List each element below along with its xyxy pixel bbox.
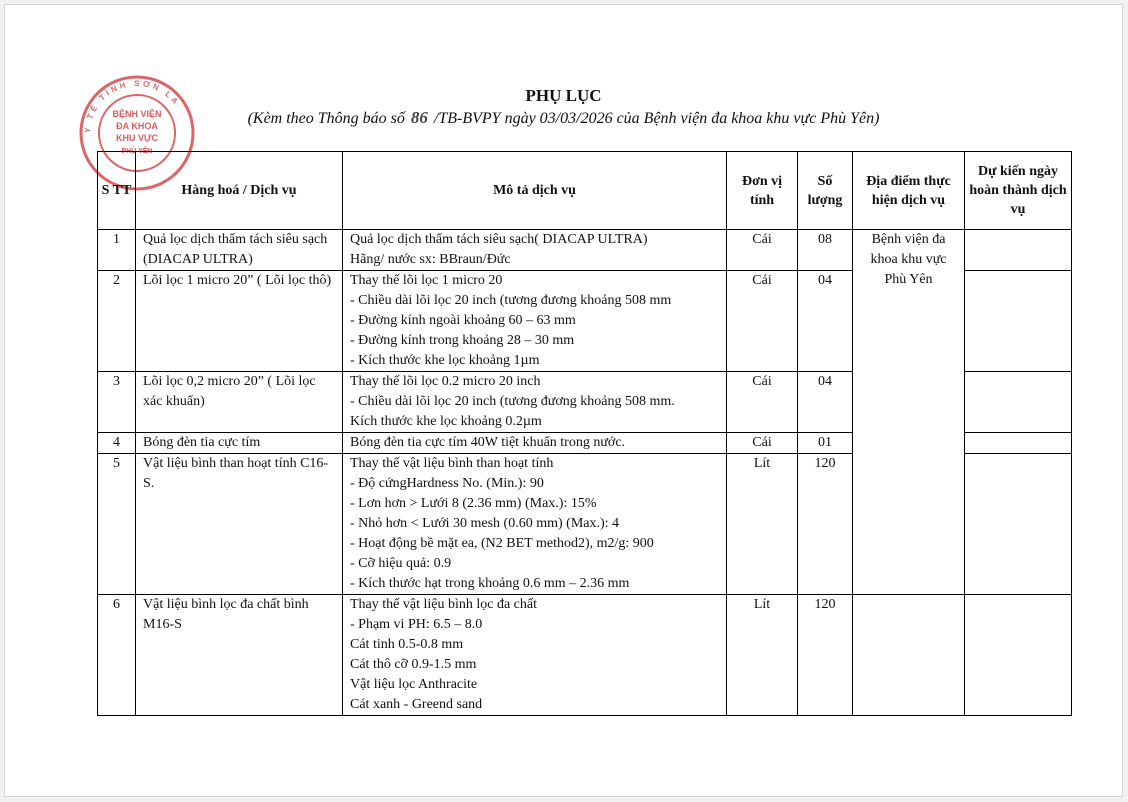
row-stt: 6	[98, 595, 136, 716]
location-cell: Bệnh viện đa khoa khu vực Phù Yên	[853, 230, 965, 595]
description-line: - Độ cứngHardness No. (Min.): 90	[350, 476, 544, 491]
stamp-line-1: BỆNH VIỆN	[112, 109, 162, 119]
table-row	[98, 595, 1072, 716]
description-line: Bóng đèn tia cực tím 40W tiệt khuẩn trong nước.	[350, 435, 626, 450]
description-line: - Chiều dài lõi lọc 20 inch (tương đương khoảng 508 mm	[350, 293, 672, 308]
row-stt: 3	[98, 372, 136, 433]
description-line: Hãng/ nước sx: BBraun/Đức	[350, 252, 511, 267]
description-line: Quả lọc dịch thẩm tách siêu sạch( DIACAP ULTRA)	[350, 232, 648, 247]
row-unit: Lít	[727, 454, 798, 595]
description-line: Cát thô cỡ 0.9-1.5 mm	[350, 657, 477, 672]
header-quantity: Số lượng	[798, 152, 853, 230]
description-line: Thay thế vật liệu bình lọc đa chất	[350, 597, 537, 612]
stamp-line-3: KHU VỰC	[116, 133, 158, 143]
row-item: Vật liệu bình lọc đa chất bình M16-S	[136, 595, 343, 716]
subtitle-prefix: (Kèm theo Thông báo số	[247, 110, 409, 127]
row-stt: 1	[98, 230, 136, 271]
row-stt: 4	[98, 433, 136, 454]
description-line: Thay thế lõi lọc 0.2 micro 20 inch	[350, 374, 541, 389]
description-line: Vật liệu lọc Anthracite	[350, 677, 478, 692]
document-page	[4, 4, 1123, 797]
subtitle-suffix: /TB-BVPY ngày 03/03/2026 của Bệnh viện đa khoa khu vực Phù Yên)	[429, 110, 880, 127]
row-item: Lõi lọc 1 micro 20” ( Lõi lọc thô)	[136, 271, 343, 372]
row-unit: Cái	[727, 372, 798, 433]
notice-number: 86	[410, 108, 428, 127]
row-quantity: 01	[798, 433, 853, 454]
row-completion	[965, 433, 1072, 454]
description-line: - Đường kính ngoài khoảng 60 – 63 mm	[350, 313, 576, 328]
header-stt: S TT	[98, 152, 136, 230]
row-item: Quả lọc dịch thẩm tách siêu sạch (DIACAP ULTRA)	[136, 230, 343, 271]
description-line: - Đường kính trong khoảng 28 – 30 mm	[350, 333, 575, 348]
row-item: Bóng đèn tia cực tím	[136, 433, 343, 454]
description-line: - Kích thước khe lọc khoảng 1µm	[350, 353, 540, 368]
row-stt: 5	[98, 454, 136, 595]
row-completion	[965, 271, 1072, 372]
description-line: Cát xanh - Greend sand	[350, 697, 483, 712]
row-quantity: 120	[798, 595, 853, 716]
table-row	[98, 230, 1072, 271]
row-completion	[965, 454, 1072, 595]
description-line: - Chiều dài lõi lọc 20 inch (tương đương khoảng 508 mm.	[350, 394, 675, 409]
row-quantity: 120	[798, 454, 853, 595]
stamp-line-2: ĐA KHOA	[116, 121, 158, 131]
header-item: Hàng hoá / Dịch vụ	[136, 152, 343, 230]
description-line: Kích thước khe lọc khoảng 0.2µm	[350, 414, 542, 429]
page-title: PHỤ LỤC	[525, 86, 602, 105]
row-completion	[965, 595, 1072, 716]
row-quantity: 08	[798, 230, 853, 271]
description-line: Thay thế lõi lọc 1 micro 20	[350, 273, 503, 288]
description-line: - Cỡ hiệu quả: 0.9	[350, 556, 452, 571]
row-item: Lõi lọc 0,2 micro 20” ( Lõi lọc xác khuẩn)	[136, 372, 343, 433]
row-description	[343, 372, 727, 433]
appendix-table	[97, 151, 1072, 716]
row-location-empty	[853, 595, 965, 716]
row-unit: Lít	[727, 595, 798, 716]
row-description	[343, 230, 727, 271]
row-completion	[965, 372, 1072, 433]
row-unit: Cái	[727, 230, 798, 271]
row-unit: Cái	[727, 433, 798, 454]
description-line: - Lơn hơn > Lưới 8 (2.36 mm) (Max.): 15%	[350, 496, 597, 511]
row-stt: 2	[98, 271, 136, 372]
row-completion	[965, 230, 1072, 271]
page-subtitle	[5, 108, 1122, 128]
row-unit: Cái	[727, 271, 798, 372]
header-location: Địa điểm thực hiện dịch vụ	[853, 152, 965, 230]
stamp-ring-text: Y TẾ TỈNH SƠN LA	[82, 78, 182, 134]
row-description	[343, 433, 727, 454]
header-unit: Đơn vị tính	[727, 152, 798, 230]
table-header-row	[98, 152, 1072, 230]
row-description	[343, 271, 727, 372]
header-description: Mô tả dịch vụ	[343, 152, 727, 230]
row-description	[343, 454, 727, 595]
description-line: Thay thế vật liệu bình than hoạt tính	[350, 456, 554, 471]
row-quantity: 04	[798, 372, 853, 433]
description-line: - Hoạt động bề mặt ea, (N2 BET method2), m2/g: 900	[350, 536, 654, 551]
row-description	[343, 595, 727, 716]
row-item: Vật liệu bình than hoạt tính C16-S.	[136, 454, 343, 595]
description-line: - Nhỏ hơn < Lưới 30 mesh (0.60 mm) (Max.): 4	[350, 516, 620, 531]
description-line: - Kích thước hạt trong khoảng 0.6 mm – 2.36 mm	[350, 576, 630, 591]
stamp-line-4: PHÙ YÊN	[121, 148, 153, 155]
description-line: Cát tinh 0.5-0.8 mm	[350, 637, 464, 652]
row-quantity: 04	[798, 271, 853, 372]
header-completion: Dự kiến ngày hoàn thành dịch vụ	[965, 152, 1072, 230]
description-line: - Phạm vi PH: 6.5 – 8.0	[350, 617, 483, 632]
